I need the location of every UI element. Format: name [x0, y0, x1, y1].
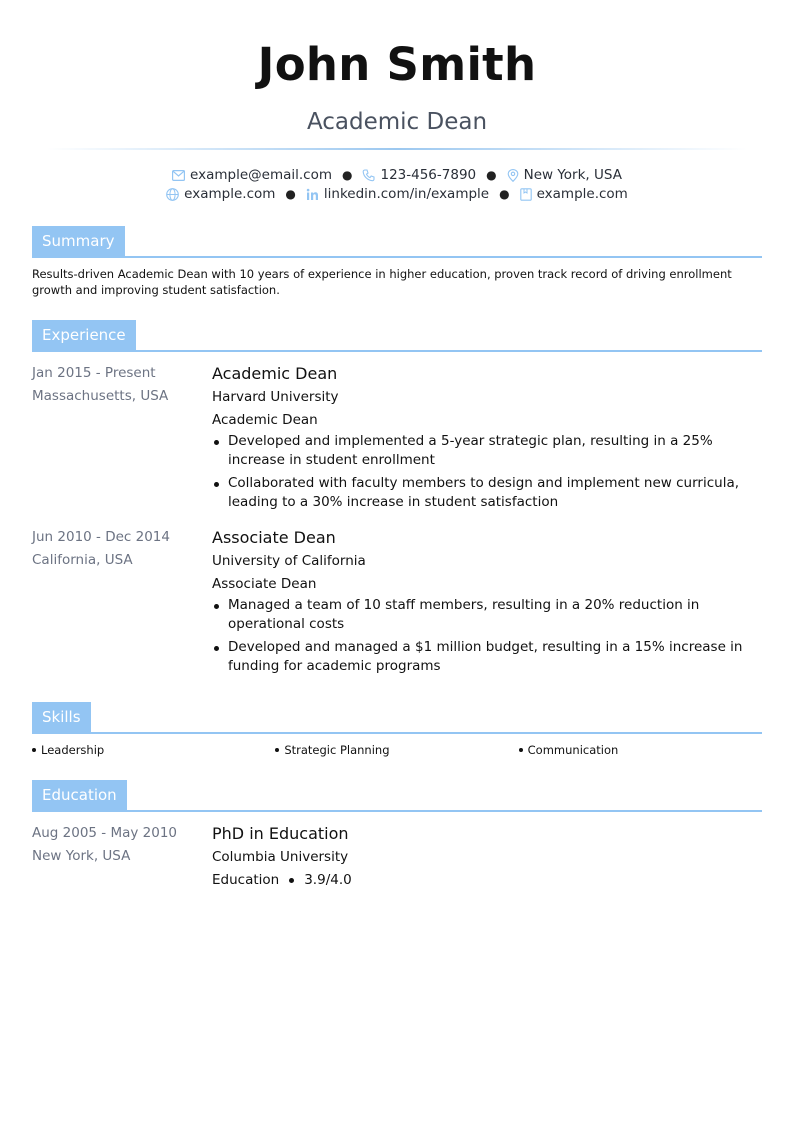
- skills-list: [32, 742, 762, 758]
- contact-separator: ●: [486, 168, 497, 182]
- contact-linkedin-text: linkedin.com/in/example: [323, 186, 490, 202]
- experience-section-header: [32, 320, 762, 352]
- section-divider: [32, 256, 762, 258]
- education-dates: Aug 2005 - May 2010: [32, 825, 178, 841]
- section-divider: [32, 732, 762, 734]
- education-location: New York, USA: [32, 848, 131, 864]
- contact-portfolio-text: example.com: [536, 186, 628, 202]
- experience-role: Academic Dean: [212, 364, 338, 383]
- linkedin-icon: [306, 188, 319, 201]
- contact-email[interactable]: [172, 166, 332, 185]
- skill-label: Leadership: [41, 743, 105, 757]
- experience-subtitle: Associate Dean: [212, 576, 317, 592]
- experience-role: Associate Dean: [212, 528, 336, 547]
- envelope-icon: [172, 170, 185, 181]
- bullet-dot: [32, 748, 36, 752]
- resume-page: [32, 0, 762, 892]
- contact-email-text: example@email.com: [190, 167, 332, 183]
- experience-dates: Jan 2015 - Present: [32, 365, 156, 381]
- education-meta: [212, 869, 762, 892]
- section-title: Education: [32, 780, 127, 810]
- candidate-name: John Smith: [257, 38, 537, 91]
- experience-bullet: Developed and managed a $1 million budget, resulting in a 15% increase in funding for academic programs: [212, 638, 762, 676]
- experience-bullet: Managed a team of 10 staff members, resulting in a 20% reduction in operational costs: [212, 596, 762, 634]
- contact-separator: ●: [499, 187, 510, 201]
- bullet-dot: [289, 878, 294, 883]
- experience-entry: [32, 526, 762, 680]
- skill-label: Communication: [527, 743, 619, 757]
- experience-organization: Harvard University: [212, 389, 339, 405]
- contact-website-text: example.com: [184, 186, 276, 202]
- experience-location: California, USA: [32, 552, 133, 568]
- education-degree: PhD in Education: [212, 824, 349, 843]
- experience-location: Massachusetts, USA: [32, 388, 169, 404]
- phone-icon: [362, 169, 375, 182]
- contact-phone[interactable]: [362, 166, 476, 185]
- experience-bullets: [212, 596, 762, 676]
- contact-separator: ●: [342, 168, 353, 182]
- contact-location: [507, 166, 622, 185]
- contact-phone-text: 123-456-7890: [380, 167, 477, 183]
- bullet-dot: [275, 748, 279, 752]
- experience-bullet: Collaborated with faculty members to design and implement new curricula, leading to a 30% increase in student satisfaction: [212, 474, 762, 512]
- experience-bullets: [212, 432, 762, 512]
- contact-row-primary: [32, 166, 762, 185]
- map-pin-icon: [507, 169, 519, 182]
- contact-separator: ●: [285, 187, 296, 201]
- education-field: Education: [212, 872, 280, 888]
- contact-portfolio[interactable]: [520, 185, 628, 204]
- experience-bullet: Developed and implemented a 5-year strategic plan, resulting in a 25% increase in student enrollment: [212, 432, 762, 470]
- contact-website[interactable]: [166, 185, 275, 204]
- experience-dates: Jun 2010 - Dec 2014: [32, 529, 170, 545]
- section-divider: [32, 350, 762, 352]
- education-school: Columbia University: [212, 849, 349, 865]
- section-title: Summary: [32, 226, 125, 256]
- globe-icon: [166, 188, 179, 201]
- section-title: Experience: [32, 320, 136, 350]
- section-divider: [32, 810, 762, 812]
- skill-label: Strategic Planning: [284, 743, 390, 757]
- job-title: Academic Dean: [306, 109, 488, 135]
- education-entry: [32, 822, 762, 892]
- education-gpa: 3.9/4.0: [304, 872, 352, 888]
- contact-location-text: New York, USA: [523, 167, 622, 183]
- title-divider: [47, 148, 747, 150]
- skill-item: [32, 742, 275, 758]
- summary-section-header: [32, 226, 762, 258]
- summary-text: Results-driven Academic Dean with 10 years of experience in higher education, proven track record of driving enrollment growth and improving student satisfaction.: [32, 267, 732, 297]
- skill-item: [519, 742, 762, 758]
- skills-section-header: [32, 702, 762, 734]
- experience-subtitle: Academic Dean: [212, 412, 318, 428]
- bullet-dot: [519, 748, 523, 752]
- contact-linkedin[interactable]: [306, 185, 489, 204]
- skill-item: [275, 742, 518, 758]
- contact-row-secondary: [32, 185, 762, 204]
- bookmark-icon: [520, 188, 532, 201]
- experience-entry: [32, 362, 762, 516]
- section-title: Skills: [32, 702, 91, 732]
- experience-organization: University of California: [212, 553, 366, 569]
- education-section-header: [32, 780, 762, 812]
